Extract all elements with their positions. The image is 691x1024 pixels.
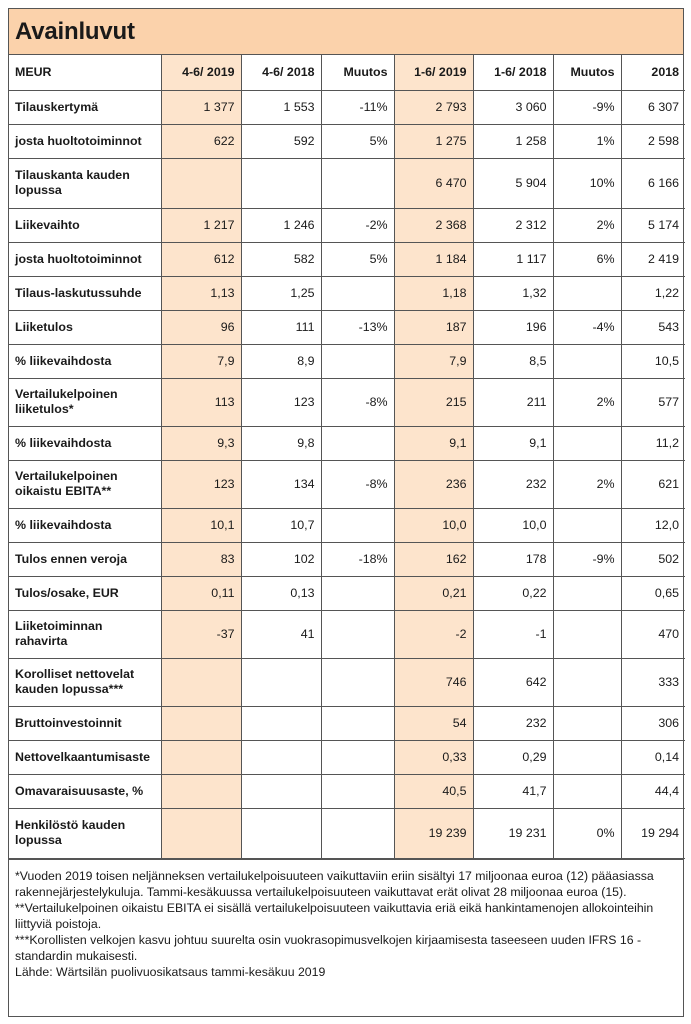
row-label: Tilauskertymä [9, 90, 161, 124]
row-label: % liikevaihdosta [9, 426, 161, 460]
table-cell: 0,11 [161, 576, 241, 610]
footnotes [9, 859, 683, 980]
table-cell: 1 246 [241, 208, 321, 242]
table-cell: 621 [621, 460, 685, 508]
table-cell: 543 [621, 310, 685, 344]
table-cell: 232 [473, 706, 553, 740]
table-cell: 5% [321, 124, 394, 158]
table-cell: -11% [321, 90, 394, 124]
table-cell [553, 576, 621, 610]
table-row [9, 508, 685, 542]
row-label: % liikevaihdosta [9, 344, 161, 378]
table-cell: -2% [321, 208, 394, 242]
table-row [9, 344, 685, 378]
table-cell: 196 [473, 310, 553, 344]
column-header: 2018 [621, 55, 685, 90]
table-cell [553, 276, 621, 310]
table-cell [161, 740, 241, 774]
row-label: josta huoltotoiminnot [9, 242, 161, 276]
table-cell: 1,22 [621, 276, 685, 310]
table-cell: 1,25 [241, 276, 321, 310]
table-row [9, 576, 685, 610]
table-cell: 19 231 [473, 808, 553, 858]
table-cell: 9,3 [161, 426, 241, 460]
table-cell: 83 [161, 542, 241, 576]
table-cell: 306 [621, 706, 685, 740]
row-label: % liikevaihdosta [9, 508, 161, 542]
table-cell: 211 [473, 378, 553, 426]
table-cell: 6% [553, 242, 621, 276]
table-cell: 8,9 [241, 344, 321, 378]
table-cell [161, 774, 241, 808]
table-cell: 1,18 [394, 276, 473, 310]
row-label: Tilauskanta kauden lopussa [9, 158, 161, 208]
table-row [9, 90, 685, 124]
table-cell: 2% [553, 208, 621, 242]
table-cell [161, 158, 241, 208]
table-cell: 113 [161, 378, 241, 426]
table-cell [321, 774, 394, 808]
table-cell [553, 658, 621, 706]
table-row [9, 610, 685, 658]
table-row [9, 426, 685, 460]
table-cell: 10,0 [473, 508, 553, 542]
column-header: 4-6/ 2019 [161, 55, 241, 90]
table-cell: 44,4 [621, 774, 685, 808]
table-cell: 19 294 [621, 808, 685, 858]
table-cell: -13% [321, 310, 394, 344]
table-cell: 134 [241, 460, 321, 508]
row-label: Liiketulos [9, 310, 161, 344]
table-cell: 6 166 [621, 158, 685, 208]
table-cell: 10,5 [621, 344, 685, 378]
table-cell: 215 [394, 378, 473, 426]
column-header: 4-6/ 2018 [241, 55, 321, 90]
footnote: ***Korollisten velkojen kasvu johtuu suurelta osin vuokrasopimusvelkojen kirjaamisesta taseeseen uuden IFRS 16 -standardin mukaisesti. [15, 932, 642, 963]
table-cell [553, 344, 621, 378]
row-label: Liiketoiminnan rahavirta [9, 610, 161, 658]
table-row [9, 276, 685, 310]
table-cell: -9% [553, 90, 621, 124]
table-cell: 746 [394, 658, 473, 706]
table-cell: 9,1 [394, 426, 473, 460]
column-header: Muutos [321, 55, 394, 90]
table-row [9, 774, 685, 808]
table-cell: 102 [241, 542, 321, 576]
column-header: 1-6/ 2018 [473, 55, 553, 90]
table-header-row [9, 55, 685, 90]
table-cell [241, 740, 321, 774]
table-cell: 5% [321, 242, 394, 276]
table-cell [321, 508, 394, 542]
footnote: *Vuoden 2019 toisen neljänneksen vertailukelpoisuuteen vaikuttaviin eriin sisältyi 17 miljoonaa euroa (12) pääasiassa rakennejärjestelykuluja. Tammi-kesäkuussa vertailukelpoisuuteen vaikuttavat erät olivat 28 miljoonaa euroa (15). [15, 868, 654, 899]
row-label: Tulos ennen veroja [9, 542, 161, 576]
table-cell [321, 158, 394, 208]
table-cell: 6 470 [394, 158, 473, 208]
table-cell [241, 658, 321, 706]
column-header: 1-6/ 2019 [394, 55, 473, 90]
table-row [9, 124, 685, 158]
table-cell [161, 706, 241, 740]
table-cell: 9,8 [241, 426, 321, 460]
table-cell [321, 740, 394, 774]
table-cell [553, 610, 621, 658]
table-cell: 1 275 [394, 124, 473, 158]
table-cell: 612 [161, 242, 241, 276]
table-cell: -4% [553, 310, 621, 344]
table-cell: 10% [553, 158, 621, 208]
table-cell: 592 [241, 124, 321, 158]
table-cell: 333 [621, 658, 685, 706]
column-header: MEUR [9, 55, 161, 90]
table-cell: 0,29 [473, 740, 553, 774]
table-cell: 178 [473, 542, 553, 576]
table-cell: 622 [161, 124, 241, 158]
table-cell: -1 [473, 610, 553, 658]
table-cell: 111 [241, 310, 321, 344]
table-cell [241, 158, 321, 208]
table-row [9, 460, 685, 508]
table-cell: 0,13 [241, 576, 321, 610]
table-cell [161, 658, 241, 706]
row-label: Vertailukelpoinen oikaistu EBITA** [9, 460, 161, 508]
table-cell [553, 706, 621, 740]
table-cell: 642 [473, 658, 553, 706]
table-cell [321, 808, 394, 858]
table-cell: 10,7 [241, 508, 321, 542]
table-cell: 5 174 [621, 208, 685, 242]
footnote: **Vertailukelpoinen oikaistu EBITA ei sisällä vertailukelpoisuuteen vaikuttavia eriä eikä hankintamenojen allokointeihin liittyviä poistoja. [15, 900, 654, 931]
table-cell: 1 217 [161, 208, 241, 242]
key-figures-panel [8, 8, 684, 1017]
table-cell: 7,9 [394, 344, 473, 378]
table-cell [321, 610, 394, 658]
table-cell [241, 706, 321, 740]
table-cell: 0,22 [473, 576, 553, 610]
row-label: Vertailukelpoinen liiketulos* [9, 378, 161, 426]
table-cell: 1 553 [241, 90, 321, 124]
table-cell [321, 658, 394, 706]
row-label: Bruttoinvestoinnit [9, 706, 161, 740]
table-cell: 162 [394, 542, 473, 576]
table-cell: 0,33 [394, 740, 473, 774]
row-label: Tilaus-laskutussuhde [9, 276, 161, 310]
row-label: Liikevaihto [9, 208, 161, 242]
table-cell [161, 808, 241, 858]
table-cell: 123 [241, 378, 321, 426]
table-cell: 1% [553, 124, 621, 158]
table-cell [553, 740, 621, 774]
table-cell [321, 344, 394, 378]
table-cell: 232 [473, 460, 553, 508]
row-label: Korolliset nettovelat kauden lopussa*** [9, 658, 161, 706]
table-cell: 7,9 [161, 344, 241, 378]
table-cell: -18% [321, 542, 394, 576]
table-cell [321, 576, 394, 610]
table-cell: 10,1 [161, 508, 241, 542]
row-label: Tulos/osake, EUR [9, 576, 161, 610]
table-cell [241, 774, 321, 808]
table-cell: 10,0 [394, 508, 473, 542]
table-cell: 0,14 [621, 740, 685, 774]
table-cell: 187 [394, 310, 473, 344]
table-cell: 9,1 [473, 426, 553, 460]
table-cell: 1,32 [473, 276, 553, 310]
source-note: Lähde: Wärtsilän puolivuosikatsaus tammi-kesäkuu 2019 [15, 964, 326, 979]
row-label: josta huoltotoiminnot [9, 124, 161, 158]
table-cell [321, 426, 394, 460]
table-cell: 2 419 [621, 242, 685, 276]
row-label: Nettovelkaantumisaste [9, 740, 161, 774]
table-cell: -2 [394, 610, 473, 658]
table-cell: -37 [161, 610, 241, 658]
table-cell: 96 [161, 310, 241, 344]
table-cell [321, 276, 394, 310]
table-row [9, 658, 685, 706]
table-cell: 19 239 [394, 808, 473, 858]
row-label: Omavaraisuusaste, % [9, 774, 161, 808]
table-cell: 1 117 [473, 242, 553, 276]
table-cell: 5 904 [473, 158, 553, 208]
table-cell: 0,65 [621, 576, 685, 610]
table-cell: 54 [394, 706, 473, 740]
table-cell [321, 706, 394, 740]
column-header: Muutos [553, 55, 621, 90]
table-cell: 2 368 [394, 208, 473, 242]
table-cell: 0,21 [394, 576, 473, 610]
table-cell [241, 808, 321, 858]
table-cell: 0% [553, 808, 621, 858]
table-row [9, 158, 685, 208]
table-cell: 582 [241, 242, 321, 276]
table-row [9, 310, 685, 344]
table-cell: 2% [553, 460, 621, 508]
table-cell: 2 598 [621, 124, 685, 158]
table-row [9, 242, 685, 276]
table-cell: -9% [553, 542, 621, 576]
row-label: Henkilöstö kauden lopussa [9, 808, 161, 858]
table-cell: 2% [553, 378, 621, 426]
table-row [9, 542, 685, 576]
table-cell: 40,5 [394, 774, 473, 808]
table-cell: 41,7 [473, 774, 553, 808]
table-cell: 6 307 [621, 90, 685, 124]
table-cell [553, 774, 621, 808]
table-cell: -8% [321, 378, 394, 426]
table-cell: 2 793 [394, 90, 473, 124]
table-row [9, 378, 685, 426]
table-cell [553, 426, 621, 460]
table-cell: 502 [621, 542, 685, 576]
panel-title: Avainluvut [9, 9, 683, 55]
table-cell: 470 [621, 610, 685, 658]
table-cell: -8% [321, 460, 394, 508]
table-row [9, 808, 685, 858]
table-cell: 1,13 [161, 276, 241, 310]
table-row [9, 706, 685, 740]
table-cell: 12,0 [621, 508, 685, 542]
table-cell: 1 377 [161, 90, 241, 124]
table-cell: 577 [621, 378, 685, 426]
table-cell: 236 [394, 460, 473, 508]
table-cell: 3 060 [473, 90, 553, 124]
table-cell: 1 184 [394, 242, 473, 276]
table-cell [553, 508, 621, 542]
table-cell: 11,2 [621, 426, 685, 460]
table-cell: 41 [241, 610, 321, 658]
table-cell: 123 [161, 460, 241, 508]
table-cell: 8,5 [473, 344, 553, 378]
table-cell: 2 312 [473, 208, 553, 242]
key-figures-table [9, 55, 685, 859]
table-row [9, 208, 685, 242]
table-row [9, 740, 685, 774]
table-cell: 1 258 [473, 124, 553, 158]
